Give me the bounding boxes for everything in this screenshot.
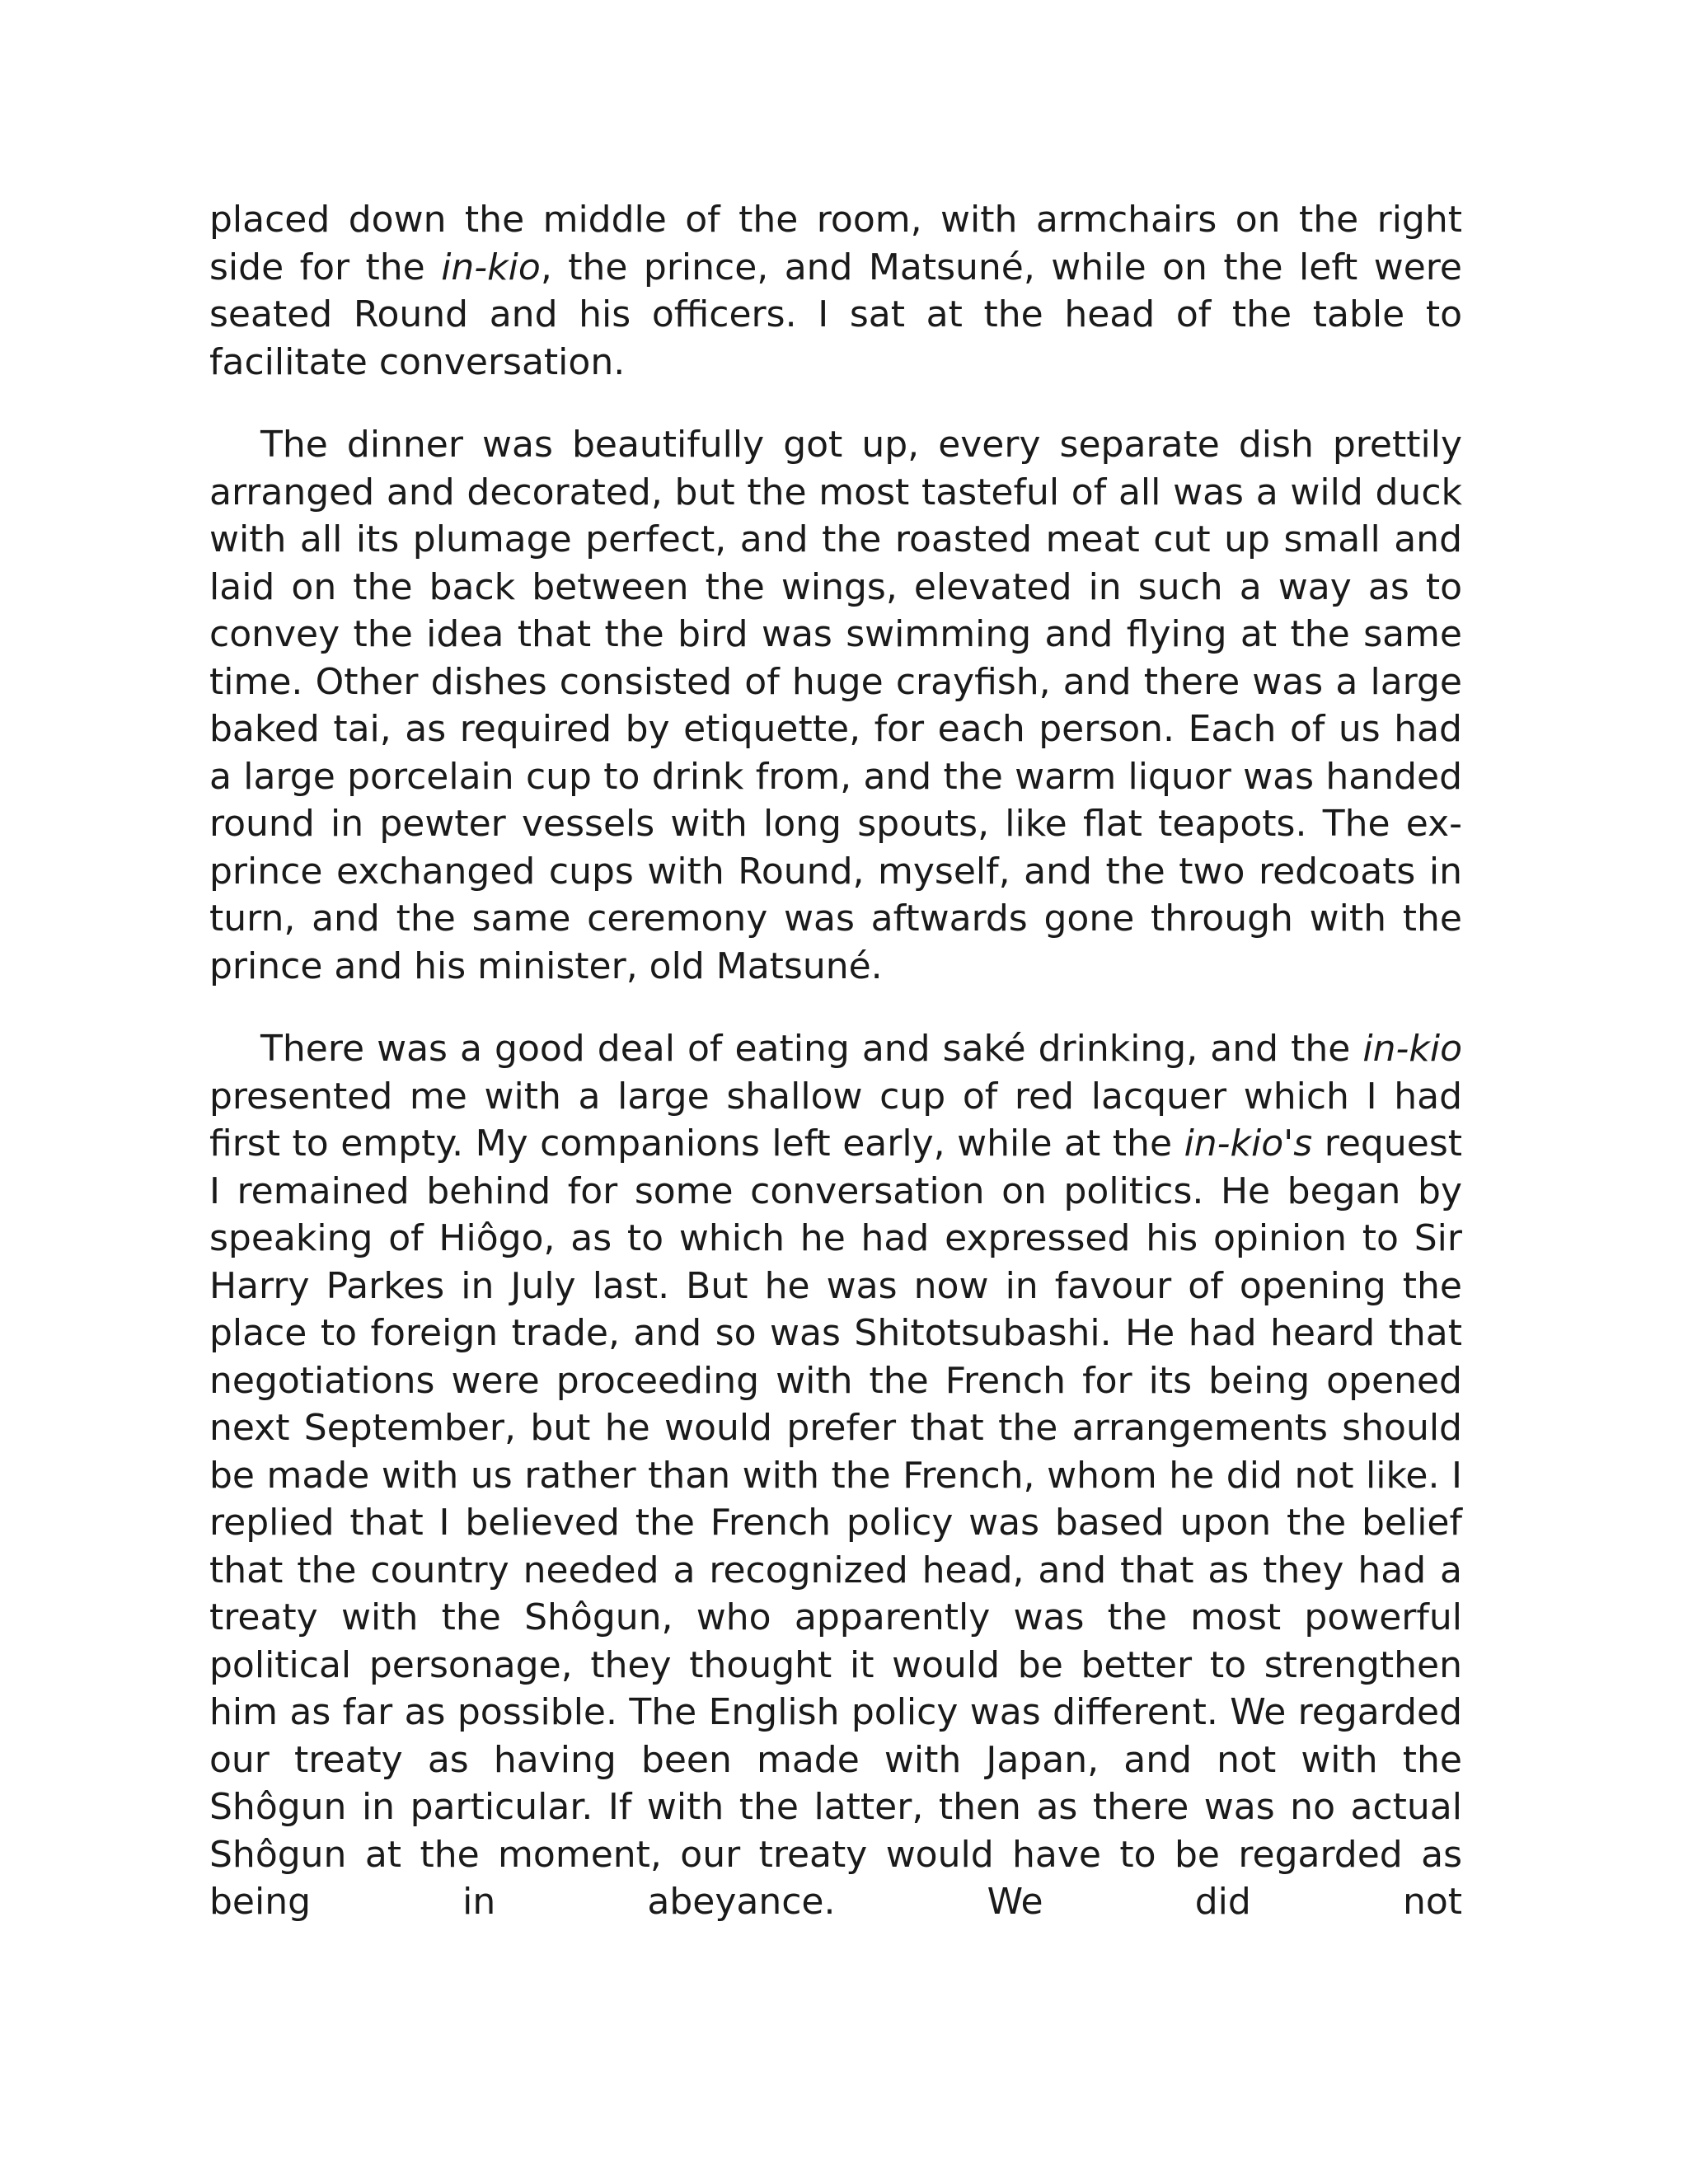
text-span: There was a good deal of eating and saké drinking, and the (260, 1028, 1363, 1070)
text-span: , the prince, and Matsuné, while on the left were seated Round and his officers. I sat at the head of the table to facilitate conversation. (209, 246, 1462, 383)
paragraph-2 (209, 421, 1462, 990)
text-span: request I remained behind for some conversation on politics. He began by speaking of Hiôgo, as to which he had expressed his opinion to Sir Harry Parkes in July last. But he was now in favour of opening the place to foreign trade, and so was Shitotsubashi. He had heard that negotiations were proceeding with the French for its being opened next September, but he would prefer that the arrangements should be made with us rather than with the French, whom he did not like. I replied that I believed the French policy was based upon the belief that the country needed a recognized head, and that as they had a treaty with the Shôgun, who apparently was the most powerful political personage, they thought it would be better to strengthen him as far as possible. The English policy was different. We regarded our treaty as having been made with Japan, and not with the Shôgun in particular. If with the latter, then as there was no actual Shôgun at the moment, our treaty would have to be regarded as being in abeyance. We did not (209, 1122, 1462, 1923)
italic-term: in-kio (441, 246, 541, 288)
italic-term: in-kio (1362, 1028, 1462, 1070)
italic-term: in-kio's (1184, 1122, 1313, 1165)
text-span: presented me with a large shallow cup of red lacquer which I had first to empty. My companions left early, while at the (209, 1075, 1462, 1165)
text-span: The dinner was beautifully got up, every separate dish prettily arranged and decorated, but the most tasteful of all was a wild duck with all its plumage perfect, and the roasted meat cut up small and laid on the back between the wings, elevated in such a way as to convey the idea that the bird was swimming and flying at the same time. Other dishes consisted of huge crayfish, and there was a large baked tai, as required by etiquette, for each person. Each of us had a large porcelain cup to drink from, and the warm liquor was handed round in pewter vessels with long spouts, like flat teapots. The ex-prince exchanged cups with Round, myself, and the two redcoats in turn, and the same ceremony was aftwards gone through with the prince and his minister, old Matsuné. (209, 424, 1462, 987)
paragraph-3 (209, 1025, 1462, 1926)
document-page (209, 196, 1462, 1926)
text-span: placed down the middle of the room, with armchairs on the right side for the (209, 199, 1462, 288)
paragraph-1 (209, 196, 1462, 386)
